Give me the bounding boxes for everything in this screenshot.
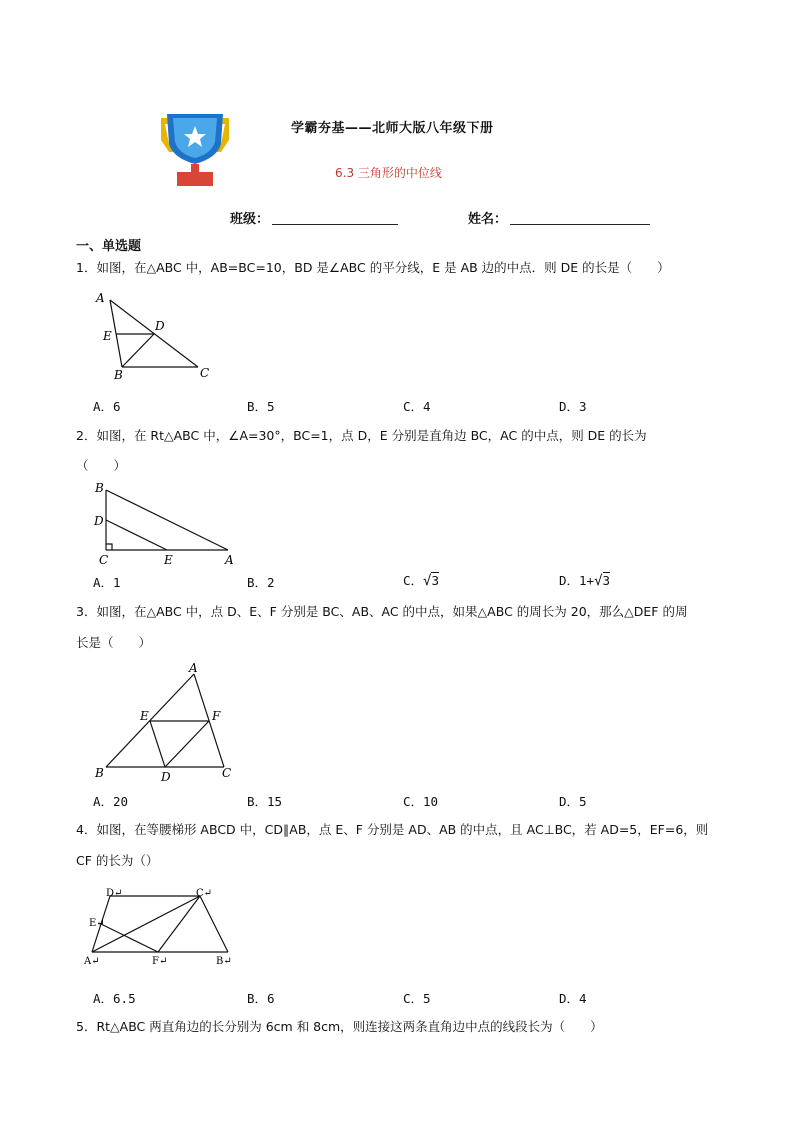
- q3-segment-fd: [165, 721, 209, 767]
- question-3-option-c[interactable]: C．10: [403, 794, 439, 809]
- question-3-option-d[interactable]: D．5: [559, 794, 587, 809]
- trophy-logo-icon: [155, 112, 235, 188]
- question-2-option-c[interactable]: [403, 571, 439, 589]
- q4-segment-fc: [158, 896, 200, 952]
- q4-label-f: F↵: [152, 956, 168, 967]
- q3-label-c: C: [222, 766, 232, 780]
- q2-label-e: E: [164, 553, 173, 567]
- q3-label-e: E: [140, 709, 149, 723]
- question-2-option-d[interactable]: [559, 571, 610, 589]
- q3-label-f: F: [212, 709, 221, 723]
- q2-label-b: B: [95, 481, 104, 495]
- q4-label-e: E↵: [89, 918, 105, 929]
- class-label: 班级：: [230, 212, 270, 227]
- q2-option-d-sqrt-sign: √: [594, 573, 603, 589]
- q2-label-c: C: [99, 553, 109, 567]
- question-4-text-cont: CF 的长为（）: [76, 853, 159, 868]
- q3-label-d: D: [161, 770, 171, 784]
- q2-segment-de: [106, 520, 167, 550]
- question-5-text: 5．Rt△ABC 两直角边的长分别为 6cm 和 8cm，则连接这两条直角边中点的线段长为（ ）: [76, 1019, 603, 1034]
- question-4-option-a[interactable]: A．6.5: [93, 991, 136, 1006]
- question-3-text-cont: 长是（ ）: [76, 635, 152, 650]
- q1-label-d: D: [155, 319, 165, 333]
- q4-label-c: C↵: [196, 888, 213, 899]
- q3-label-b: B: [95, 766, 104, 780]
- q2-option-c-sqrt-value: 3: [431, 573, 439, 588]
- q1-label-e: E: [103, 329, 112, 343]
- question-4-option-d[interactable]: D．4: [559, 991, 587, 1006]
- q2-option-d-label: D．1+: [559, 573, 595, 588]
- class-field[interactable]: [272, 210, 398, 225]
- name-field[interactable]: [510, 210, 650, 225]
- q4-segment-ac: [92, 896, 200, 952]
- q2-option-c-label: C．: [403, 573, 424, 588]
- question-2-text-cont: （ ）: [76, 458, 127, 473]
- q3-segment-ed: [150, 721, 165, 767]
- q4-label-d: D↵: [106, 888, 123, 899]
- question-3-text: 3．如图，在△ABC 中，点 D、E、F 分别是 BC、AB、AC 的中点，如果△ABC 的周长为 20，那么△DEF 的周: [76, 604, 688, 619]
- q1-segment-bd: [122, 334, 154, 367]
- q4-label-b: B↵: [216, 956, 232, 967]
- q1-label-c: C: [200, 366, 210, 380]
- q2-right-angle-mark: [106, 544, 112, 550]
- question-1-option-a[interactable]: A．6: [93, 399, 121, 414]
- question-3-option-a[interactable]: A．20: [93, 794, 129, 809]
- q4-segment-ef: [101, 924, 158, 952]
- q2-option-d-sqrt-value: 3: [602, 573, 611, 588]
- question-2-figure: [90, 478, 240, 568]
- page-subtitle: 6.3 三角形的中位线: [335, 166, 442, 180]
- name-label: 姓名：: [468, 212, 508, 227]
- question-3-figure: [90, 660, 240, 785]
- question-2-text: 2．如图，在 Rt△ABC 中，∠A=30°，BC=1，点 D，E 分别是直角边 BC，AC 的中点，则 DE 的长为: [76, 428, 647, 443]
- q2-option-c-sqrt-sign: √: [423, 573, 432, 589]
- question-1-text: 1．如图，在△ABC 中，AB=BC=10，BD 是∠ABC 的平分线，E 是 AB 边的中点．则 DE 的长是（ ）: [76, 260, 670, 275]
- question-4-option-b[interactable]: B．6: [247, 991, 275, 1006]
- question-2-option-a[interactable]: A．1: [93, 575, 121, 590]
- question-1-option-b[interactable]: B．5: [247, 399, 275, 414]
- question-4-option-c[interactable]: C．5: [403, 991, 431, 1006]
- q2-segment-ba: [106, 490, 228, 550]
- question-4-figure: [82, 886, 242, 970]
- q1-label-b: B: [114, 368, 123, 382]
- q3-label-a: A: [189, 661, 198, 675]
- question-2-option-b[interactable]: B．2: [247, 575, 275, 590]
- question-1-option-c[interactable]: C．4: [403, 399, 431, 414]
- question-1-figure: [90, 288, 220, 383]
- question-3-option-b[interactable]: B．15: [247, 794, 283, 809]
- question-4-text: 4．如图，在等腰梯形 ABCD 中，CD∥AB，点 E、F 分别是 AD、AB 的中点，且 AC⊥BC，若 AD=5，EF=6，则: [76, 822, 709, 837]
- q4-segment-bc: [200, 896, 228, 952]
- q1-label-a: A: [96, 291, 105, 305]
- question-1-option-d[interactable]: D．3: [559, 399, 587, 414]
- q2-label-d: D: [94, 514, 104, 528]
- section-title: 一、单选题: [76, 239, 142, 254]
- page-title: 学霸夯基——北师大版八年级下册: [291, 121, 494, 136]
- q4-label-a: A↵: [84, 956, 100, 967]
- q2-label-a: A: [225, 553, 234, 567]
